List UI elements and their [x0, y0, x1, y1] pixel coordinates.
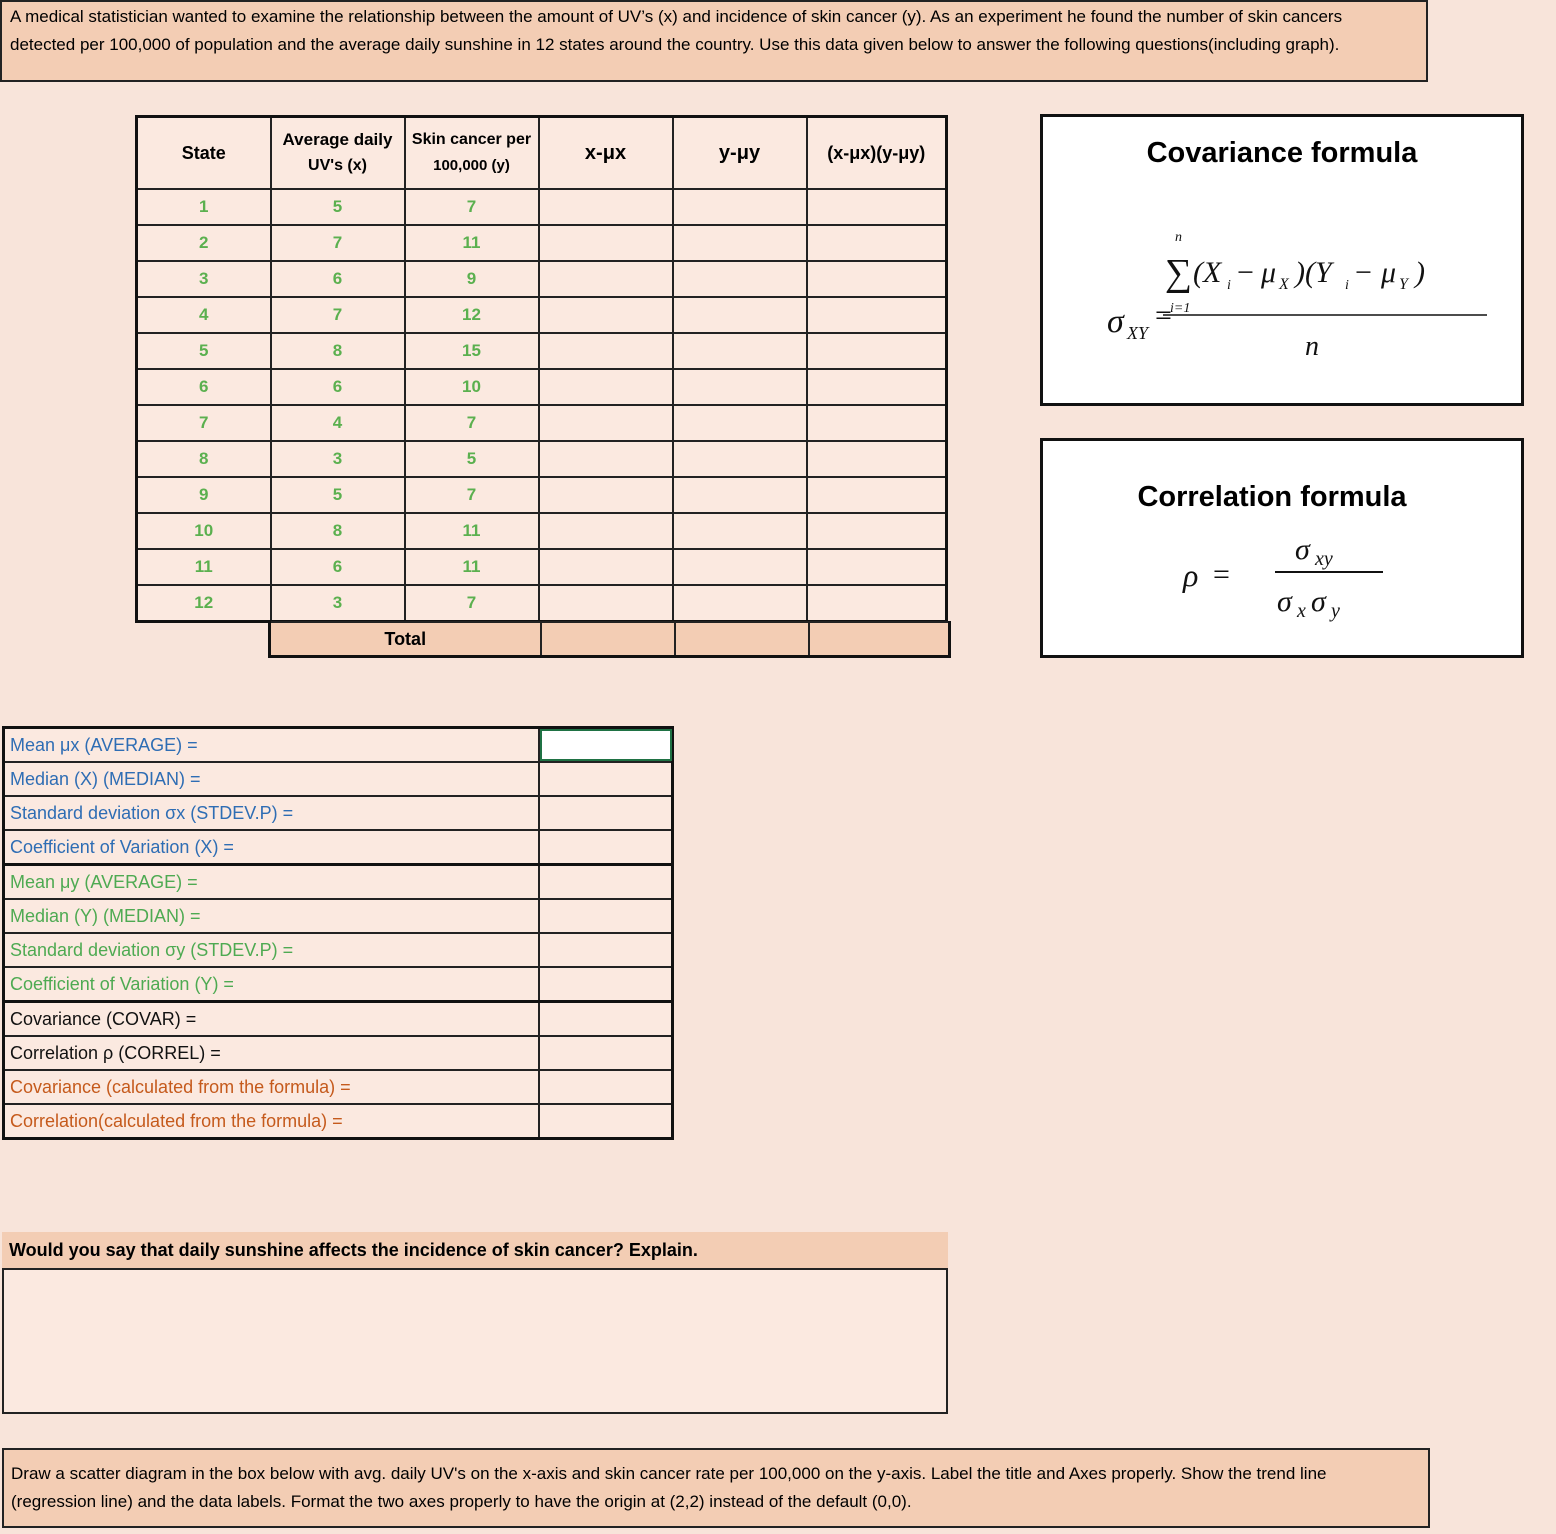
- x-deviation-cell[interactable]: [539, 261, 673, 297]
- svg-text:μ: μ: [1261, 256, 1277, 289]
- state-cell[interactable]: 7: [137, 405, 271, 441]
- correlation-title: Correlation formula: [1137, 481, 1407, 513]
- table-row: [137, 549, 947, 585]
- state-cell[interactable]: 2: [137, 225, 271, 261]
- svg-text:=: =: [1155, 299, 1172, 332]
- header-y-deviation: y-μy: [673, 117, 807, 190]
- stat-row: [4, 933, 673, 967]
- svg-text:i=1: i=1: [1170, 301, 1191, 316]
- y-deviation-cell[interactable]: [673, 189, 807, 225]
- question-prompt: Would you say that daily sunshine affects the incidence of skin cancer? Explain.: [2, 1232, 948, 1268]
- product-cell[interactable]: [807, 297, 947, 333]
- state-cell[interactable]: 4: [137, 297, 271, 333]
- y-deviation-cell[interactable]: [673, 549, 807, 585]
- svg-text:X: X: [1279, 276, 1289, 293]
- stat-answer-cell[interactable]: [539, 1070, 673, 1104]
- table-row: [137, 513, 947, 549]
- product-cell[interactable]: [807, 189, 947, 225]
- stat-label: Covariance (COVAR) =: [4, 1002, 539, 1037]
- stat-label: Mean μx (AVERAGE) =: [4, 728, 539, 763]
- svg-text:): ): [1415, 256, 1425, 289]
- covariance-formula-box: [1040, 114, 1524, 406]
- product-cell[interactable]: [807, 441, 947, 477]
- uv-cell[interactable]: 6: [271, 549, 405, 585]
- skin-cancer-cell[interactable]: 12: [405, 297, 539, 333]
- svg-text:μ: μ: [1381, 256, 1397, 289]
- uv-cell[interactable]: 8: [271, 513, 405, 549]
- svg-text:Y: Y: [1399, 276, 1408, 293]
- stat-label: Covariance (calculated from the formula) =: [4, 1070, 539, 1104]
- stat-row: [4, 1002, 673, 1037]
- stat-label: Median (X) (MEDIAN) =: [4, 762, 539, 796]
- stat-answer-cell[interactable]: [539, 1002, 673, 1037]
- svg-text:∑: ∑: [1165, 252, 1193, 294]
- stat-answer-cell[interactable]: [539, 830, 673, 865]
- stat-row: [4, 899, 673, 933]
- table-row: [137, 369, 947, 405]
- svg-text:XY: XY: [1127, 323, 1149, 343]
- x-deviation-cell[interactable]: [539, 513, 673, 549]
- stat-answer-cell[interactable]: [539, 967, 673, 1002]
- uv-cell[interactable]: 8: [271, 333, 405, 369]
- state-cell[interactable]: 5: [137, 333, 271, 369]
- skin-cancer-cell[interactable]: 11: [405, 513, 539, 549]
- product-cell[interactable]: [807, 261, 947, 297]
- product-cell[interactable]: [807, 513, 947, 549]
- x-deviation-cell[interactable]: [539, 297, 673, 333]
- uv-cell[interactable]: 5: [271, 477, 405, 513]
- table-row: [137, 477, 947, 513]
- state-cell[interactable]: 10: [137, 513, 271, 549]
- uv-cell[interactable]: 7: [271, 225, 405, 261]
- intro-text: [0, 0, 1428, 82]
- uv-cell[interactable]: 3: [271, 585, 405, 622]
- intro-line-2: detected per 100,000 of population and the average daily sunshine in 12 states around the country. Use this data given below to answer the following questions(including graph).: [10, 35, 1340, 54]
- table-row: [137, 189, 947, 225]
- product-cell[interactable]: [807, 225, 947, 261]
- svg-text:(X: (X: [1193, 256, 1222, 289]
- total-row: [268, 621, 951, 658]
- table-row: [137, 225, 947, 261]
- table-row: [137, 297, 947, 333]
- covariance-formula: [1043, 117, 1521, 403]
- svg-text:σ: σ: [1295, 533, 1310, 566]
- uv-cell[interactable]: 3: [271, 441, 405, 477]
- svg-text:−: −: [1355, 256, 1372, 289]
- skin-cancer-cell[interactable]: 7: [405, 189, 539, 225]
- stat-label: Correlation ρ (CORREL) =: [4, 1036, 539, 1070]
- scatter-instructions-line-2: (regression line) and the data labels. Format the two axes properly to have the origin at (2,2) instead of the default (0,0).: [11, 1492, 912, 1511]
- header-skin-cancer: Skin cancer per 100,000 (y): [405, 117, 539, 190]
- header-x-deviation: x-μx: [539, 117, 673, 190]
- y-deviation-cell[interactable]: [673, 513, 807, 549]
- total-x-deviation-cell[interactable]: [541, 622, 675, 657]
- x-deviation-cell[interactable]: [539, 225, 673, 261]
- uv-cell[interactable]: 6: [271, 261, 405, 297]
- header-row: [137, 117, 947, 190]
- stat-label: Correlation(calculated from the formula) =: [4, 1104, 539, 1139]
- scatter-instructions: [2, 1448, 1430, 1528]
- correlation-formula-box: [1040, 438, 1524, 658]
- x-deviation-cell[interactable]: [539, 549, 673, 585]
- stat-answer-cell[interactable]: [539, 865, 673, 900]
- product-cell[interactable]: [807, 477, 947, 513]
- svg-text:n: n: [1305, 331, 1319, 362]
- x-deviation-cell[interactable]: [539, 405, 673, 441]
- covariance-title: Covariance formula: [1146, 137, 1418, 169]
- stat-answer-cell[interactable]: [539, 899, 673, 933]
- svg-text:σ: σ: [1107, 303, 1124, 340]
- skin-cancer-cell[interactable]: 15: [405, 333, 539, 369]
- uv-cell[interactable]: 5: [271, 189, 405, 225]
- intro-line-1: A medical statistician wanted to examine the relationship between the amount of UV’s (x) and incidence of skin cancer (y). As an experiment he found the number of skin cancers: [10, 7, 1343, 26]
- statistics-table: [2, 726, 674, 1140]
- stat-label: Median (Y) (MEDIAN) =: [4, 899, 539, 933]
- stat-row: [4, 1070, 673, 1104]
- total-product-cell[interactable]: [809, 622, 950, 657]
- product-cell[interactable]: [807, 405, 947, 441]
- stat-row: [4, 762, 673, 796]
- uv-cell[interactable]: 6: [271, 369, 405, 405]
- y-deviation-cell[interactable]: [673, 297, 807, 333]
- svg-text:σ: σ: [1311, 585, 1326, 618]
- stat-answer-cell[interactable]: [539, 728, 673, 763]
- svg-text:i: i: [1227, 278, 1231, 293]
- state-cell[interactable]: 8: [137, 441, 271, 477]
- y-deviation-cell[interactable]: [673, 369, 807, 405]
- header-state: State: [137, 117, 271, 190]
- x-deviation-cell[interactable]: [539, 369, 673, 405]
- y-deviation-cell[interactable]: [673, 405, 807, 441]
- table-row: [137, 585, 947, 622]
- header-product: (x-μx)(y-μy): [807, 117, 947, 190]
- stat-answer-cell[interactable]: [539, 933, 673, 967]
- state-cell[interactable]: 3: [137, 261, 271, 297]
- y-deviation-cell[interactable]: [673, 333, 807, 369]
- x-deviation-cell[interactable]: [539, 189, 673, 225]
- data-table: [135, 115, 948, 623]
- stat-answer-cell[interactable]: [539, 1104, 673, 1139]
- table-row: [137, 261, 947, 297]
- product-cell[interactable]: [807, 585, 947, 622]
- stat-answer-cell[interactable]: [539, 796, 673, 830]
- stat-answer-cell[interactable]: [539, 1036, 673, 1070]
- state-cell[interactable]: 6: [137, 369, 271, 405]
- uv-cell[interactable]: 7: [271, 297, 405, 333]
- svg-text:)(Y: )(Y: [1295, 256, 1332, 289]
- product-cell[interactable]: [807, 369, 947, 405]
- table-row: [137, 333, 947, 369]
- uv-cell[interactable]: 4: [271, 405, 405, 441]
- header-uv: Average daily UV's (x): [271, 117, 405, 190]
- y-deviation-cell[interactable]: [673, 477, 807, 513]
- stat-label: Coefficient of Variation (Y) =: [4, 967, 539, 1002]
- svg-text:i: i: [1345, 278, 1349, 293]
- y-deviation-cell[interactable]: [673, 225, 807, 261]
- state-cell[interactable]: 1: [137, 189, 271, 225]
- stat-label: Standard deviation σy (STDEV.P) =: [4, 933, 539, 967]
- svg-text:σ: σ: [1277, 585, 1292, 618]
- y-deviation-cell[interactable]: [673, 261, 807, 297]
- svg-text:x: x: [1297, 600, 1306, 622]
- stat-row: [4, 1104, 673, 1139]
- svg-text:xy: xy: [1315, 548, 1333, 570]
- skin-cancer-cell[interactable]: 9: [405, 261, 539, 297]
- svg-text:n: n: [1175, 230, 1182, 245]
- total-y-deviation-cell[interactable]: [675, 622, 809, 657]
- y-deviation-cell[interactable]: [673, 441, 807, 477]
- x-deviation-cell[interactable]: [539, 477, 673, 513]
- correlation-formula: [1043, 441, 1521, 655]
- stat-answer-cell[interactable]: [539, 762, 673, 796]
- skin-cancer-cell[interactable]: 11: [405, 225, 539, 261]
- table-row: [137, 441, 947, 477]
- total-label: Total: [270, 622, 541, 657]
- skin-cancer-cell[interactable]: 10: [405, 369, 539, 405]
- answer-box[interactable]: [2, 1268, 948, 1414]
- table-row: [137, 405, 947, 441]
- stat-row: [4, 728, 673, 763]
- stat-row: [4, 967, 673, 1002]
- state-cell[interactable]: 12: [137, 585, 271, 622]
- y-deviation-cell[interactable]: [673, 585, 807, 622]
- product-cell[interactable]: [807, 333, 947, 369]
- skin-cancer-cell[interactable]: 7: [405, 405, 539, 441]
- scatter-instructions-line-1: Draw a scatter diagram in the box below with avg. daily UV's on the x-axis and skin cancer rate per 100,000 on the y-axis. Label the title and Axes properly. Show the trend line: [11, 1464, 1327, 1483]
- stat-row: [4, 1036, 673, 1070]
- state-cell[interactable]: 11: [137, 549, 271, 585]
- x-deviation-cell[interactable]: [539, 333, 673, 369]
- skin-cancer-cell[interactable]: 7: [405, 585, 539, 622]
- svg-text:ρ: ρ: [1183, 557, 1199, 593]
- product-cell[interactable]: [807, 549, 947, 585]
- skin-cancer-cell[interactable]: 5: [405, 441, 539, 477]
- x-deviation-cell[interactable]: [539, 441, 673, 477]
- svg-text:−: −: [1237, 256, 1254, 289]
- x-deviation-cell[interactable]: [539, 585, 673, 622]
- state-cell[interactable]: 9: [137, 477, 271, 513]
- stat-label: Standard deviation σx (STDEV.P) =: [4, 796, 539, 830]
- stat-label: Mean μy (AVERAGE) =: [4, 865, 539, 900]
- svg-text:=: =: [1213, 558, 1230, 591]
- skin-cancer-cell[interactable]: 11: [405, 549, 539, 585]
- svg-text:y: y: [1331, 600, 1340, 622]
- stat-row: [4, 830, 673, 865]
- stat-label: Coefficient of Variation (X) =: [4, 830, 539, 865]
- skin-cancer-cell[interactable]: 7: [405, 477, 539, 513]
- stat-row: [4, 865, 673, 900]
- stat-row: [4, 796, 673, 830]
